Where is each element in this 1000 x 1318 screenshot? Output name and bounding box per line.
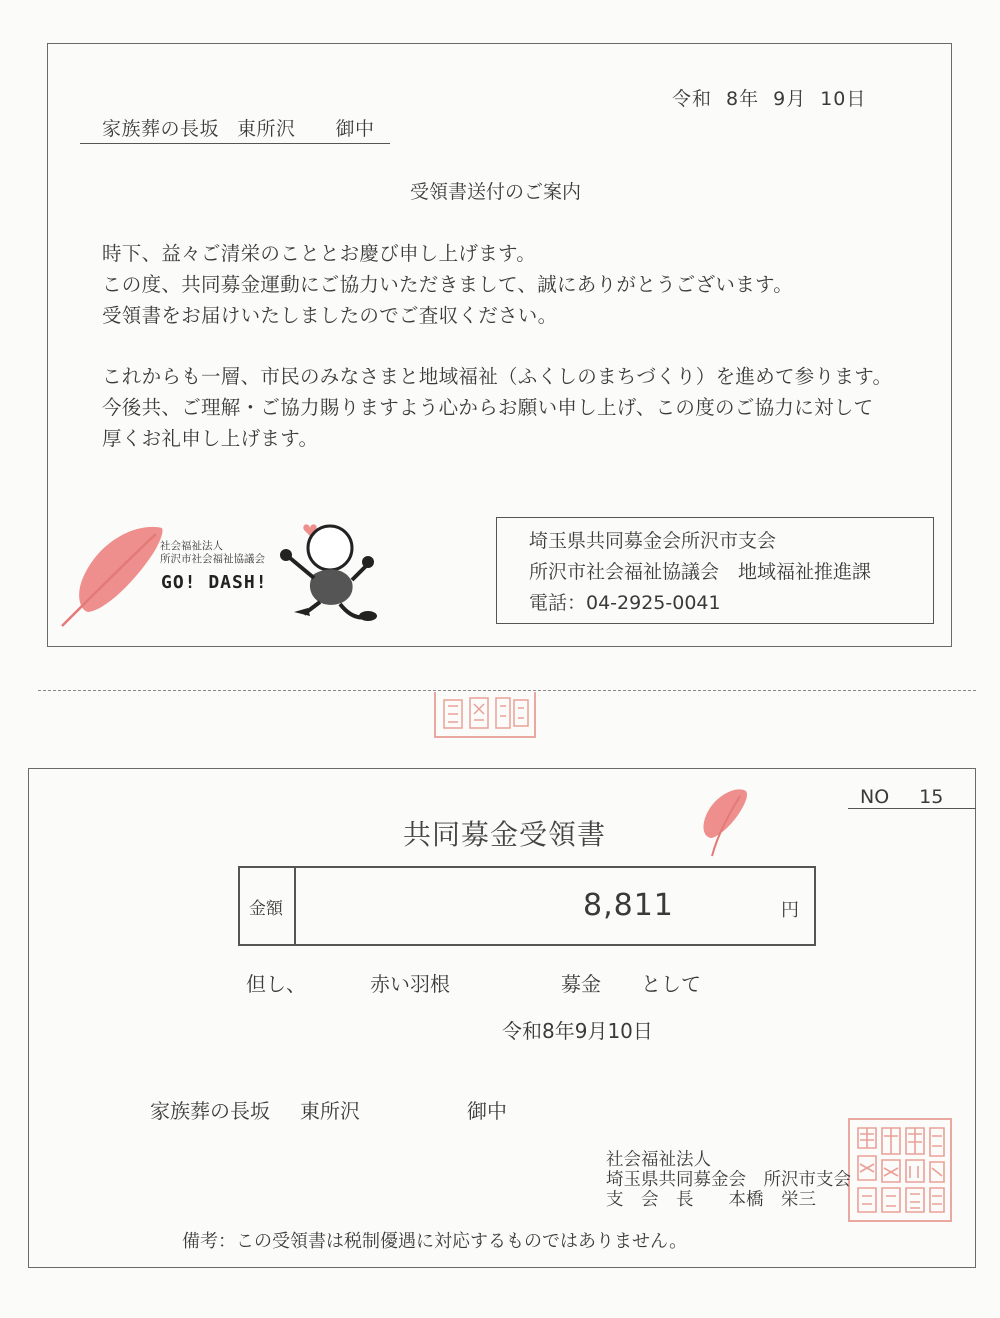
official-seal bbox=[848, 1118, 952, 1222]
logo-slogan: GO! DASH! bbox=[161, 572, 268, 593]
notice-subject: 受領書送付のご案内 bbox=[410, 181, 582, 203]
logo-org-text: 社会福祉法人 所沢市社会福祉協議会 bbox=[160, 540, 265, 565]
receipt-recipient-honorific: 御中 bbox=[467, 1099, 507, 1123]
notice-date: 令和 8年 9月 10日 bbox=[672, 88, 867, 110]
receipt-title: 共同募金受領書 bbox=[403, 818, 607, 851]
purpose-suffix: として bbox=[641, 972, 701, 996]
issuer-title: 支 会 長 本橋 栄三 bbox=[606, 1190, 816, 1210]
receipt-recipient-branch: 東所沢 bbox=[300, 1099, 360, 1123]
purpose-type: 募金 bbox=[561, 972, 601, 996]
notice-paragraph-1: 時下、益々ご清栄のこととお慶び申し上げます。 この度、共同募金運動にご協力いただきまして、誠にありがとうございます。 受領書をお届けいたしましたのでご査収ください。 bbox=[102, 242, 794, 327]
sender-org: 埼玉県共同募金会所沢市支会 bbox=[529, 530, 777, 552]
red-feather-icon bbox=[58, 520, 168, 630]
purpose-prefix: 但し、 bbox=[246, 972, 306, 996]
receipt-date: 令和8年9月10日 bbox=[502, 1019, 653, 1043]
notice-recipient: 家族葬の長坂 東所沢 御中 bbox=[80, 114, 390, 144]
notice-paragraph-2: これからも一層、市民のみなさまと地域福祉（ふくしのまちづくり）を進めて参ります。 今後共、ご理解・ご協力賜りますよう心からお願い申し上げ、この度のご協力に対して 厚くお礼申し上げます。 bbox=[102, 365, 893, 450]
mascot-icon bbox=[270, 518, 385, 628]
purpose-name: 赤い羽根 bbox=[370, 972, 450, 996]
receipt-recipient-name: 家族葬の長坂 bbox=[150, 1099, 270, 1123]
receipt-note: 備考：この受領書は税制優遇に対応するものではありません。 bbox=[182, 1231, 688, 1252]
perforation-line bbox=[38, 690, 976, 691]
amount-value: 8,811 bbox=[583, 888, 674, 923]
amount-label: 金額 bbox=[238, 866, 296, 946]
sender-phone: 電話：04-2925-0041 bbox=[529, 592, 721, 614]
issuer-block bbox=[606, 1150, 851, 1210]
split-stamp bbox=[434, 692, 536, 738]
issuer-org: 埼玉県共同募金会 所沢市支会 bbox=[606, 1170, 851, 1190]
sender-dept: 所沢市社会福祉協議会 地域福祉推進課 bbox=[529, 561, 872, 583]
receipt-number: NO 15 bbox=[848, 786, 976, 809]
sender-box bbox=[496, 517, 934, 624]
small-red-feather-icon bbox=[700, 786, 750, 858]
amount-box bbox=[238, 866, 816, 946]
amount-yen: 円 bbox=[781, 900, 799, 921]
issuer-corp: 社会福祉法人 bbox=[606, 1150, 711, 1170]
